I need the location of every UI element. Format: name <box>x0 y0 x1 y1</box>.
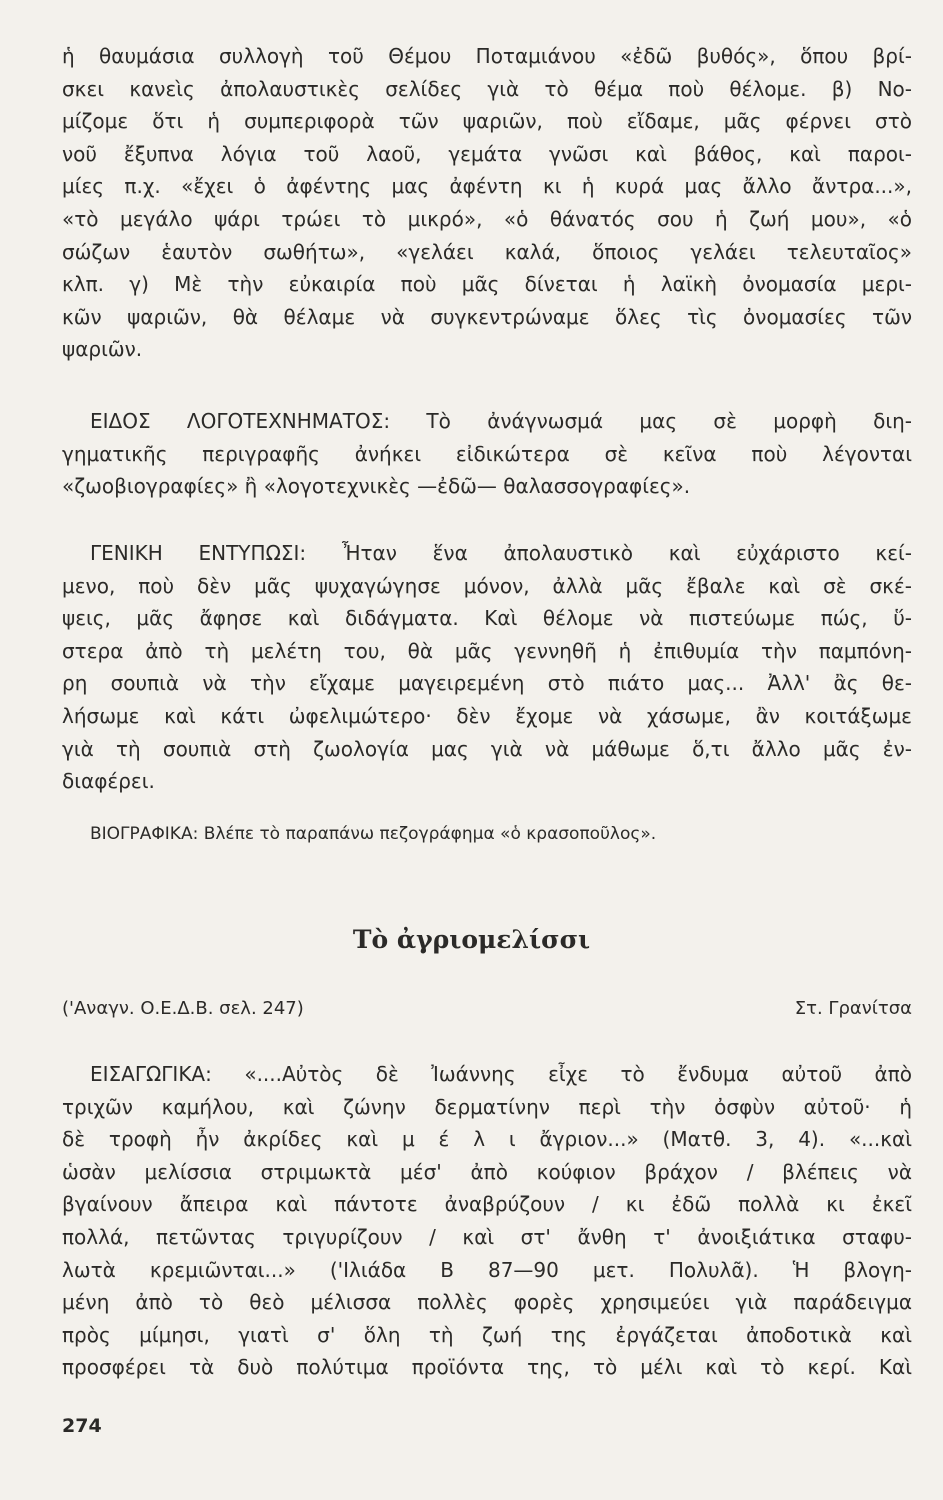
text-line: κλπ. γ) Μὲ τὴν εὐκαιρία ποὺ μᾶς δίνεται ἡ λαϊκὴ ὀνομασία μερι- <box>62 272 912 297</box>
text-line: πρὸς μίμησι, γιατὶ σ' ὅλη τὴ ζωή της ἐργάζεται ἀποδοτικὰ καὶ <box>62 1322 912 1347</box>
text-line: στερα ἀπὸ τὴ μελέτη του, θὰ μᾶς γεννηθῆ ἡ ἐπιθυμία τὴν παμπόνη- <box>62 638 912 663</box>
text-line: «ζωοβιογραφίες» ἢ «λογοτεχνικὲς —ἐδῶ— θαλασσογραφίες». <box>62 474 691 499</box>
text-line: μένη ἀπὸ τὸ θεὸ μέλισσα πολλὲς φορὲς χρησιμεύει γιὰ παράδειγμα <box>62 1290 912 1315</box>
text-line: σώζων ἑαυτὸν σωθήτω», «γελάει καλά, ὅποιος γελάει τελευταῖος» <box>62 239 912 264</box>
text-line: κῶν ψαριῶν, θὰ θέλαμε νὰ συγκεντρώναμε ὅλες τὶς ὀνομασίες τῶν <box>62 304 912 329</box>
text-line: βγαίνουν ἄπειρα καὶ πάντοτε ἀναβρύζουν / κι ἐδῶ πολλὰ κι ἐκεῖ <box>62 1192 912 1217</box>
text-line: μενο, ποὺ δὲν μᾶς ψυχαγώγησε μόνον, ἀλλὰ μᾶς ἔβαλε καὶ σὲ σκέ- <box>62 573 912 598</box>
text-line: τριχῶν καμήλου, καὶ ζώνην δερματίνην περὶ τὴν ὀσφὺν αὐτοῦ· ἡ <box>62 1094 912 1119</box>
text-line: ΕΙΣΑΓΩΓΙΚΑ: «....Αὐτὸς δὲ Ἰωάννης εἶχε τὸ ἔνδυμα αὐτοῦ ἀπὸ <box>90 1062 912 1086</box>
paragraph-general-impression <box>62 537 912 798</box>
paragraph-biography <box>62 818 912 851</box>
author-name: Στ. Γρανίτσα <box>794 998 912 1019</box>
text-line: λωτὰ κρεμιῶνται...» ('Ιλιάδα Β 87—90 μετ. Πολυλᾶ). Ἡ βλογη- <box>62 1257 912 1282</box>
text-line: πολλά, πετῶντας τριγυρίζουν / καὶ στ' ἄνθη τ' ἀνοιξιάτικα σταφυ- <box>62 1224 912 1249</box>
text-line: λήσωμε καὶ κάτι ὠφελιμώτερο· δὲν ἔχομε νὰ χάσωμε, ἂν κοιτάξωμε <box>62 703 912 728</box>
text-line: ρη σουπιὰ νὰ τὴν εἴχαμε μαγειρεμένη στὸ πιάτο μας... Ἀλλ' ἂς θε- <box>62 671 912 696</box>
text-line: γιὰ τὴ σουπιὰ στὴ ζωολογία μας γιὰ νὰ μάθωμε ὅ,τι ἄλλο μᾶς ἐν- <box>62 736 912 761</box>
paragraph-introduction <box>62 1058 912 1384</box>
section-title: Τὸ ἀγριομελίσσι <box>352 925 591 954</box>
text-line: ΓΕΝΙΚΗ ΕΝΤΥΠΩΣΙ: Ἦταν ἕνα ἀπολαυστικὸ καὶ εὐχάριστο κεί- <box>90 541 912 565</box>
text-line: νοῦ ἔξυπνα λόγια τοῦ λαοῦ, γεμάτα γνῶσι καὶ βάθος, καὶ παροι- <box>62 141 912 166</box>
page-number: 274 <box>62 1415 102 1437</box>
text-line: σκει κανεὶς ἀπολαυστικὲς σελίδες γιὰ τὸ θέμα ποὺ θέλομε. β) Νο- <box>62 76 912 101</box>
text-line: ἡ θαυμάσια συλλογὴ τοῦ Θέμου Ποταμιάνου «ἐδῶ βυθός», ὅπου βρί- <box>62 44 912 68</box>
source-reference: ('Αναγν. Ο.Ε.Δ.Β. σελ. 247) <box>62 998 304 1019</box>
text-line: γηματικῆς περιγραφῆς ἀνήκει εἰδικώτερα σὲ κεῖνα ποὺ λέγονται <box>62 441 912 466</box>
text-line: ψεις, μᾶς ἄφησε καὶ διδάγματα. Καὶ θέλομε νὰ πιστεύωμε πώς, ὕ- <box>62 606 912 631</box>
text-line: μίες π.χ. «ἔχει ὁ ἀφέντης μας ἀφέντη κι ἡ κυρά μας ἄλλο ἄντρα...», <box>62 174 912 199</box>
paragraph-genre <box>62 405 912 503</box>
text-line: ΒΙΟΓΡΑΦΙΚΑ: Βλέπε τὸ παραπάνω πεζογράφημα «ὁ κρασοποῦλος». <box>90 824 657 844</box>
paragraph-fish-notes <box>62 40 912 366</box>
text-line: προσφέρει τὰ δυὸ πολύτιμα προϊόντα της, τὸ μέλι καὶ τὸ κερί. Καὶ <box>62 1355 912 1380</box>
text-line: ΕΙΔΟΣ ΛΟΓΟΤΕΧΝΗΜΑΤΟΣ: Τὸ ἀνάγνωσμά μας σὲ μορφὴ διη- <box>90 409 912 433</box>
text-line: ψαριῶν. <box>62 337 143 362</box>
text-line: ὡσὰν μελίσσια στριμωκτὰ μέσ' ἀπὸ κούφιον βράχον / βλέπεις νὰ <box>62 1159 912 1184</box>
text-line: δὲ τροφὴ ἦν ἀκρίδες καὶ μ έ λ ι ἄγριον...» (Ματθ. 3, 4). «...καὶ <box>62 1127 912 1152</box>
text-line: «τὸ μεγάλο ψάρι τρώει τὸ μικρό», «ὁ θάνατός σου ἡ ζωή μου», «ὁ <box>62 206 912 231</box>
text-line: διαφέρει. <box>62 769 155 794</box>
text-line: μίζομε ὅτι ἡ συμπεριφορὰ τῶν ψαριῶν, ποὺ εἴδαμε, μᾶς φέρνει στὸ <box>62 109 912 134</box>
